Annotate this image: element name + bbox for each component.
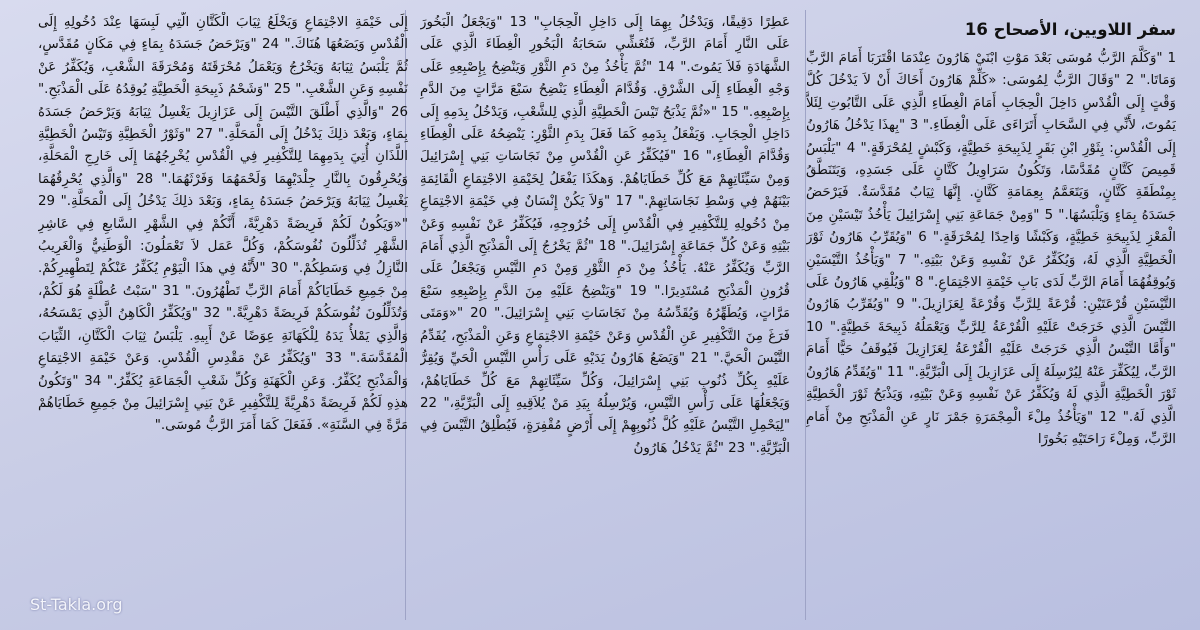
- column-right-text: 1 "وَكَلَّمَ الرَّبُّ مُوسَى بَعْدَ مَوْتِ ابْنَيْ هَارُونَ عِنْدَمَا اقْتَرَبَا أَمَامَ الرَّبِّ وَمَاتَا." 2 "وَقَالَ الرَّبُّ لِمُوسَى: «كَلِّمْ هَارُونَ أَخَاكَ أَنْ لاَ يَدْخُلَ كُلَّ وَقْتٍ إِلَى الْقُدْسِ دَاخِلَ الْحِجَابِ أَمَامَ الْغِطَاءِ الَّذِي عَلَى التَّابُوتِ لِئَلاَّ يَمُوتَ، لأَنِّي فِي السَّحَابِ أَتَرَاءَى عَلَى الْغِطَاءِ." 3 "بِهذَا يَدْخُلُ هَارُونُ إِلَى الْقُدْسِ: بِثَوْرِ ابْنِ بَقَرٍ لِذَبِيحَةِ خَطِيَّةٍ، وَكَبْشٍ لِمُحْرَقَةٍ." 4 "يَلْبَسُ قَمِيصَ كَتَّانٍ مُقَدَّسًا، وَتَكُونُ سَرَاوِيلُ كَتَّانٍ عَلَى جَسَدِهِ، وَيَتَنَطَّقُ بِمِنْطَقَةِ كَتَّانٍ، وَيَتَعَمَّمُ بِعِمَامَةِ كَتَّانٍ. إِنَّهَا ثِيَابٌ مُقَدَّسَةٌ. فَيَرْحَضُ جَسَدَهُ بِمَاءٍ وَيَلْبَسُهَا." 5 "وَمِنْ جَمَاعَةِ بَنِي إِسْرَائِيلَ يَأْخُذُ تَيْسَيْنِ مِنَ الْمَعْزِ لِذَبِيحَةِ خَطِيَّةٍ، وَكَبْشًا وَاحِدًا لِمُحْرَقَةٍ." 6 "وَيُقَرِّبُ هَارُونُ ثَوْرَ الْخَطِيَّةِ الَّذِي لَهُ، وَيُكَفِّرُ عَنْ نَفْسِهِ وَعَنْ بَيْتِهِ." 7 "وَيَأْخُذُ التَّيْسَيْنِ وَيُوقِفُهُمَا أَمَامَ الرَّبِّ لَدَى بَابِ خَيْمَةِ الاجْتِمَاعِ." 8 "وَيُلْقِي هَارُونُ عَلَى التَّيْسَيْنِ قُرْعَتَيْنِ: قُرْعَةً لِلرَّبِّ وَقُرْعَةً لِعَزَازِيلَ." 9 "وَيُقَرِّبُ هَارُونُ التَّيْسَ الَّذِي خَرَجَتْ عَلَيْهِ الْقُرْعَةُ لِلرَّبِّ وَيَعْمَلُهُ ذَبِيحَةَ خَطِيَّةٍ." 10 "وَأَمَّا التَّيْسُ الَّذِي خَرَجَتْ عَلَيْهِ الْقُرْعَةُ لِعَزَازِيلَ فَيُوقَفُ حَيًّا أَمَامَ الرَّبِّ، لِيُكَفِّرَ عَنْهُ لِيُرْسِلَهُ إِلَى عَزَازِيلَ إِلَى الْبَرِّيَّةِ." 11 "وَيُقَدِّمُ هَارُونُ ثَوْرَ الْخَطِيَّةِ الَّذِي لَهُ وَيُكَفِّرُ عَنْ نَفْسِهِ وَعَنْ بَيْتِهِ، وَيَذْبَحُ ثَوْرَ الْخَطِيَّةِ الَّذِي لَهُ." 12 "وَيَأْخُذُ مِلْءَ الْمِجْمَرَةِ جَمْرَ نَارٍ عَنِ الْمَذْبَحِ مِنْ أَمَامِ الرَّبِّ، وَمِلْءَ رَاحَتَيْهِ بَخُورًا: [806, 51, 1176, 447]
- column-middle-text: عَطِرًا دَقِيقًا، وَيَدْخُلُ بِهِمَا إِلَى دَاخِلِ الْحِجَابِ" 13 "وَيَجْعَلُ الْبَخُورَ عَلَى النَّارِ أَمَامَ الرَّبِّ، فَتُغَشِّي سَحَابَةُ الْبَخُورِ الْغِطَاءَ الَّذِي عَلَى الشَّهَادَةِ فَلاَ يَمُوتَ." 14 "ثُمَّ يَأْخُذُ مِنْ دَمِ الثَّوْرِ وَيَنْضِحُ بِإِصْبِعِهِ عَلَى وَجْهِ الْغِطَاءِ إِلَى الشَّرْقِ. وَقُدَّامَ الْغِطَاءِ يَنْضِحُ سَبْعَ مَرَّاتٍ مِنَ الدَّمِ بِإِصْبِعِهِ." 15 "«ثُمَّ يَذْبَحُ تَيْسَ الْخَطِيَّةِ الَّذِي لِلشَّعْبِ، وَيَدْخُلُ بِدَمِهِ إِلَى دَاخِلِ الْحِجَابِ. وَيَفْعَلُ بِدَمِهِ كَمَا فَعَلَ بِدَمِ الثَّوْرِ: يَنْضِحُهُ عَلَى الْغِطَاءِ وَقُدَّامَ الْغِطَاءِ،" 16 "فَيُكَفِّرُ عَنِ الْقُدْسِ مِنْ نَجَاسَاتِ بَنِي إِسْرَائِيلَ وَمِنْ سَيِّئَاتِهِمْ مَعَ كُلِّ خَطَايَاهُمْ. وَهكَذَا يَفْعَلُ لِخَيْمَةِ الاجْتِمَاعِ الْقَائِمَةِ بَيْنَهُمْ فِي وَسْطِ نَجَاسَاتِهِمْ." 17 "وَلاَ يَكُنْ إِنْسَانٌ فِي خَيْمَةِ الاجْتِمَاعِ مِنْ دُخُولِهِ لِلتَّكْفِيرِ فِي الْقُدْسِ إِلَى خُرُوجِهِ، فَيُكَفِّرُ عَنْ نَفْسِهِ وَعَنْ بَيْتِهِ وَعَنْ كُلِّ جَمَاعَةِ إِسْرَائِيلَ." 18 "ثُمَّ يَخْرُجُ إِلَى الْمَذْبَحِ الَّذِي أَمَامَ الرَّبِّ وَيُكَفِّرُ عَنْهُ. يَأْخُذُ مِنْ دَمِ الثَّوْرِ وَمِنْ دَمِ التَّيْسِ وَيَجْعَلُ عَلَى قُرُونِ الْمَذْبَحِ مُسْتَدِيرًا." 19 "وَيَنْضِحُ عَلَيْهِ مِنَ الدَّمِ بِإِصْبِعِهِ سَبْعَ مَرَّاتٍ، وَيُطَهِّرُهُ وَيُقَدِّسُهُ مِنْ نَجَاسَاتِ بَنِي إِسْرَائِيلَ." 20 "«وَمَتَى فَرَغَ مِنَ التَّكْفِيرِ عَنِ الْقُدْسِ وَعَنْ خَيْمَةِ الاجْتِمَاعِ وَعَنِ الْمَذْبَحِ، يُقَدِّمُ التَّيْسَ الْحَيَّ." 21 "وَيَضَعُ هَارُونُ يَدَيْهِ عَلَى رَأْسِ التَّيْسِ الْحَيِّ وَيُقِرُّ عَلَيْهِ بِكُلِّ ذُنُوبِ بَنِي إِسْرَائِيلَ، وَكُلِّ سَيِّئَاتِهِمْ مَعَ كُلِّ خَطَايَاهُمْ، وَيَجْعَلُهَا عَلَى رَأْسِ التَّيْسِ، وَيُرْسِلُهُ بِيَدِ مَنْ يُلاَقِيهِ إِلَى الْبَرِّيَّةِ،" 22 "لِيَحْمِلِ التَّيْسُ عَلَيْهِ كُلَّ ذُنُوبِهِمْ إِلَى أَرْضٍ مُقْفِرَةٍ، فَيُطْلِقُ التَّيْسَ فِي الْبَرِّيَّةِ." 23 "ثُمَّ يَدْخُلُ هَارُونُ: [420, 15, 790, 456]
- column-right: [806, 12, 1176, 616]
- site-watermark: St-Takla.org: [30, 595, 123, 614]
- column-middle: [420, 12, 790, 616]
- column-left-text: إِلَى خَيْمَةِ الاجْتِمَاعِ وَيَخْلَعُ ثِيَابَ الْكَتَّانِ الَّتِي لَبِسَهَا عِنْدَ دُخُولِهِ إِلَى الْقُدْسِ وَيَضَعُهَا هُنَاكَ." 24 "وَيَرْحَضُ جَسَدَهُ بِمَاءٍ فِي مَكَانٍ مُقَدَّسٍ، ثُمَّ يَلْبَسُ ثِيَابَهُ وَيَخْرُجُ وَيَعْمَلُ مُحْرَقَتَهُ وَمُحْرَقَةَ الشَّعْبِ، وَيُكَفِّرُ عَنْ نَفْسِهِ وَعَنِ الشَّعْبِ." 25 "وَشَحْمُ ذَبِيحَةِ الْخَطِيَّةِ يُوقِدُهُ عَلَى الْمَذْبَحِ." 26 "وَالَّذِي أَطْلَقَ التَّيْسَ إِلَى عَزَازِيلَ يَغْسِلُ ثِيَابَهُ وَيَرْحَضُ جَسَدَهُ بِمَاءٍ، وَبَعْدَ ذلِكَ يَدْخُلُ إِلَى الْمَحَلَّةِ." 27 "وَثَوْرُ الْخَطِيَّةِ وَتَيْسُ الْخَطِيَّةِ اللَّذَانِ أُتِيَ بِدَمِهِمَا لِلتَّكْفِيرِ فِي الْقُدْسِ يُخْرِجُهُمَا إِلَى خَارِجِ الْمَحَلَّةِ، وَيُحْرِقُونَ بِالنَّارِ جِلْدَيْهِمَا وَلَحْمَهُمَا وَفَرْثَهُمَا." 28 "وَالَّذِي يُحْرِقُهُمَا يَغْسِلُ ثِيَابَهُ وَيَرْحَضُ جَسَدَهُ بِمَاءٍ، وَبَعْدَ ذلِكَ يَدْخُلُ إِلَى الْمَحَلَّةِ." 29 "«وَيَكُونُ لَكُمْ فَرِيضَةً دَهْرِيَّةً، أَنَّكُمْ فِي الشَّهْرِ السَّابعِ فِي عَاشِرِ الشَّهْرِ تُذَلِّلُونَ نُفُوسَكُمْ، وَكُلَّ عَمَل لاَ تَعْمَلُونَ: الْوَطَنِيُّ وَالْغَرِيبُ النَّازِلُ فِي وَسَطِكُمْ." 30 "لأَنَّهُ فِي هذَا الْيَوْمِ يُكَفِّرُ عَنْكُمْ لِتَطْهِيرِكُمْ. مِنْ جَمِيعِ خَطَايَاكُمْ أَمَامَ الرَّبِّ تَطْهُرُونَ." 31 "سَبْتُ عُطْلَةٍ هُوَ لَكُمْ، وَتُذَلِّلُونَ نُفُوسَكُمْ فَرِيضَةً دَهْرِيَّةً." 32 "وَيُكَفِّرُ الْكَاهِنُ الَّذِي يَمْسَحُهُ، وَالَّذِي يَمْلأُ يَدَهُ لِلْكَهَانَةِ عِوَضًا عَنْ أَبِيهِ. يَلْبَسُ ثِيَابَ الْكَتَّانِ، الثِّيَابَ الْمُقَدَّسَةَ." 33 "وَيُكَفِّرُ عَنْ مَقْدِسِ الْقُدْسِ. وَعَنْ خَيْمَةِ الاجْتِمَاعِ وَالْمَذْبَحِ يُكَفِّرُ. وَعَنِ الْكَهَنَةِ وَكُلِّ شَعْبِ الْجَمَاعَةِ يُكَفِّرُ." 34 "وَتَكُونُ هذِهِ لَكُمْ فَرِيضَةً دَهْرِيَّةً لِلتَّكْفِيرِ عَنْ بَنِي إِسْرَائِيلَ مِنْ جَمِيعِ خَطَايَاهُمْ مَرَّةً فِي السَّنَةِ». فَفَعَلَ كَمَا أَمَرَ الرَّبُّ مُوسَى.": [38, 15, 408, 434]
- chapter-heading: سفر اللاويين، الأصحاح 16: [964, 20, 1176, 39]
- column-left: [38, 12, 408, 616]
